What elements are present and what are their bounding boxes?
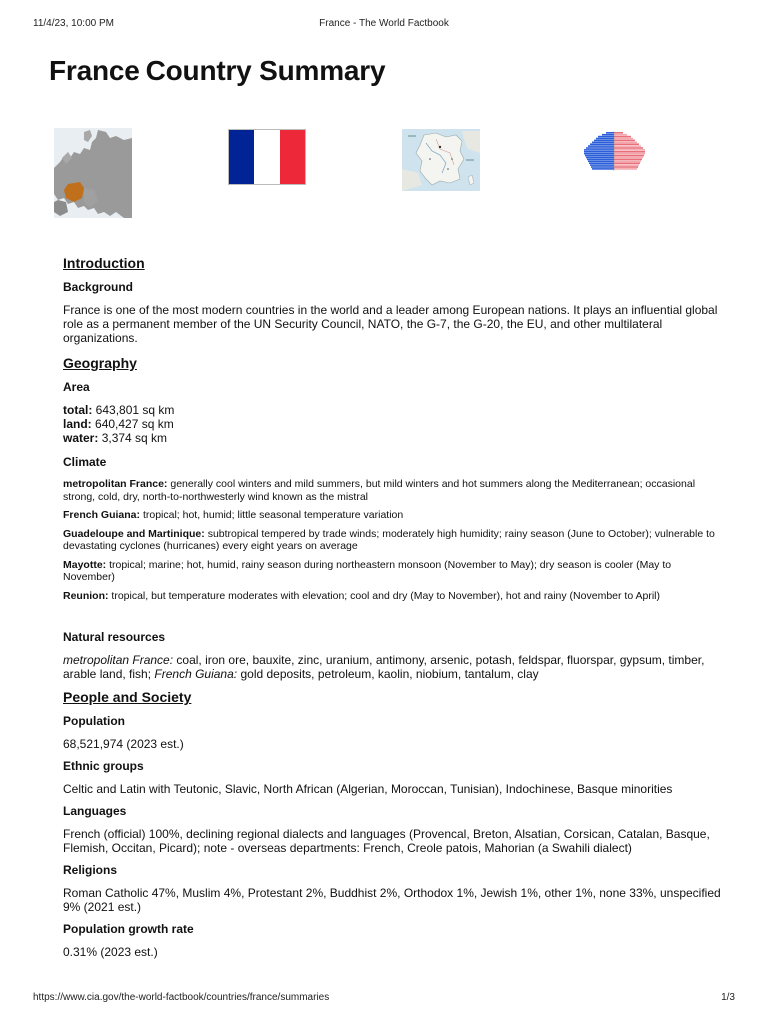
- pyramid-bar-male: [602, 134, 614, 136]
- pyramid-bar-male: [585, 155, 614, 157]
- page-title: [49, 55, 385, 87]
- field-ethnic-value: Celtic and Latin with Teutonic, Slavic, North African (Algerian, Moroccan, Tunisian), Indochinese, Basque minorities: [63, 782, 673, 796]
- field-climate-title: Climate: [63, 455, 107, 469]
- print-date: 11/4/23, 10:00 PM: [33, 18, 114, 29]
- pyramid-bar-female: [614, 147, 643, 149]
- area-land: land: 640,427 sq km: [63, 417, 174, 431]
- field-background-text: France is one of the most modern countries in the world and a leader among European nations. It plays an influential global role as a permanent member of the UN Security Council, NATO, the G-7, the G-20, the EU, and other multilateral organizations.: [63, 303, 718, 345]
- pyramid-bar-female: [614, 134, 627, 136]
- pyramid-bar-female: [614, 157, 643, 159]
- climate-french-guiana: French Guiana: tropical; hot, humid; little seasonal temperature variation: [63, 509, 404, 521]
- section-introduction[interactable]: Introduction: [63, 255, 145, 271]
- field-population-value: 68,521,974 (2023 est.): [63, 737, 184, 751]
- locator-map-thumbnail[interactable]: [54, 128, 132, 218]
- pyramid-bar-male: [596, 138, 614, 140]
- pyramid-bar-female: [614, 155, 644, 157]
- field-area-title: Area: [63, 380, 90, 394]
- field-growth-value: 0.31% (2023 est.): [63, 945, 158, 959]
- pyramid-bar-female: [614, 168, 637, 170]
- page-title-country: France: [49, 55, 140, 86]
- area-water: water: 3,374 sq km: [63, 431, 168, 445]
- pyramid-bar-male: [592, 168, 614, 170]
- flag-thumbnail[interactable]: [228, 129, 306, 185]
- section-geography[interactable]: Geography: [63, 355, 137, 371]
- pyramid-bar-male: [592, 142, 614, 144]
- pyramid-bar-male: [598, 136, 614, 138]
- pyramid-bar-male: [590, 143, 614, 145]
- field-population-title: Population: [63, 714, 125, 728]
- print-header: [33, 18, 735, 32]
- pyramid-bar-male: [586, 157, 614, 159]
- pyramid-bar-female: [614, 149, 645, 151]
- field-background-title: Background: [63, 280, 134, 294]
- climate-guadeloupe-martinique: Guadeloupe and Martinique: subtropical tempered by trade winds; moderately high humidity; rainy season (June to October); vulnerable to devastating cyclones (hurricanes) every eight years on average: [63, 527, 715, 552]
- pyramid-bar-female: [614, 145, 641, 147]
- pyramid-bar-female: [614, 142, 637, 144]
- pyramid-bar-male: [587, 159, 614, 161]
- section-people-society[interactable]: People and Society: [63, 689, 192, 705]
- page-title-summary: Country Summary: [145, 55, 386, 86]
- pyramid-bar-male: [589, 162, 614, 164]
- pyramid-bar-male: [590, 164, 614, 166]
- pyramid-bar-female: [614, 162, 640, 164]
- pyramid-bar-female: [614, 132, 623, 134]
- pyramid-bar-female: [614, 153, 645, 155]
- climate-reunion: Reunion: tropical, but temperature moderates with elevation; cool and dry (May to November), hot and rainy (November to April): [63, 589, 661, 602]
- climate-metropolitan: metropolitan France: generally cool winters and mild summers, but mild winters and hot summers along the Mediterranean; occasional strong, cold, dry, north-to-northwesterly wind known as the mistral: [63, 478, 696, 503]
- pyramid-bar-female: [614, 166, 638, 168]
- area-total: total: 643,801 sq km: [63, 403, 175, 417]
- field-languages-value: French (official) 100%, declining regional dialects and languages (Provencal, Breton, Alsatian, Corsican, Catalan, Basque, Flemish, Occitan, Picard); note - overseas departments: French, Creole patois, Mahorian (a Swahili dialect): [63, 827, 710, 855]
- print-footer: [33, 992, 735, 1006]
- field-area-values: [63, 403, 723, 445]
- field-languages-title: Languages: [63, 804, 127, 818]
- pyramid-bar-male: [588, 145, 614, 147]
- pyramid-bar-male: [588, 161, 614, 163]
- print-doc-title: France - The World Factbook: [319, 18, 449, 29]
- pyramid-bar-male: [591, 166, 614, 168]
- pyramid-bar-male: [584, 153, 614, 155]
- field-growth-title: Population growth rate: [63, 922, 194, 936]
- population-pyramid-thumbnail[interactable]: [576, 129, 654, 173]
- pyramid-bar-female: [614, 151, 645, 153]
- pyramid-bar-male: [594, 140, 614, 142]
- pyramid-bar-female: [614, 136, 631, 138]
- pyramid-bar-male: [584, 151, 614, 153]
- field-resources-text: metropolitan France: coal, iron ore, bauxite, zinc, uranium, antimony, arsenic, potash, feldspar, fluorspar, gypsum, timber, arable land, fish; French Guiana: gold deposits, petroleum, kaolin, niobium, tantalum, clay: [63, 653, 705, 681]
- country-summary-content: [63, 255, 723, 967]
- country-map-thumbnail[interactable]: [402, 129, 480, 191]
- field-ethnic-title: Ethnic groups: [63, 759, 144, 773]
- pyramid-bar-male: [584, 149, 614, 151]
- pyramid-bar-female: [614, 159, 642, 161]
- field-religions-title: Religions: [63, 863, 118, 877]
- pyramid-bar-female: [614, 143, 639, 145]
- field-religions-value: Roman Catholic 47%, Muslim 4%, Protestant 2%, Buddhist 2%, Orthodox 1%, Jewish 1%, other 1%, none 33%, unspecified 9% (2021 est.): [63, 886, 721, 914]
- field-resources-title: Natural resources: [63, 630, 166, 644]
- pyramid-bar-male: [606, 132, 614, 134]
- pyramid-bar-female: [614, 140, 635, 142]
- pyramid-bar-female: [614, 164, 639, 166]
- print-page-number: 1/3: [721, 992, 735, 1003]
- pyramid-bar-female: [614, 161, 641, 163]
- climate-mayotte: Mayotte: tropical; marine; hot, humid, rainy season during northeastern monsoon (November to May); dry season is cooler (May to November): [63, 558, 672, 583]
- pyramid-bar-male: [586, 147, 614, 149]
- pyramid-bar-female: [614, 138, 633, 140]
- spacer: [63, 608, 723, 630]
- print-url: https://www.cia.gov/the-world-factbook/countries/france/summaries: [33, 992, 330, 1003]
- image-gallery: [54, 128, 694, 220]
